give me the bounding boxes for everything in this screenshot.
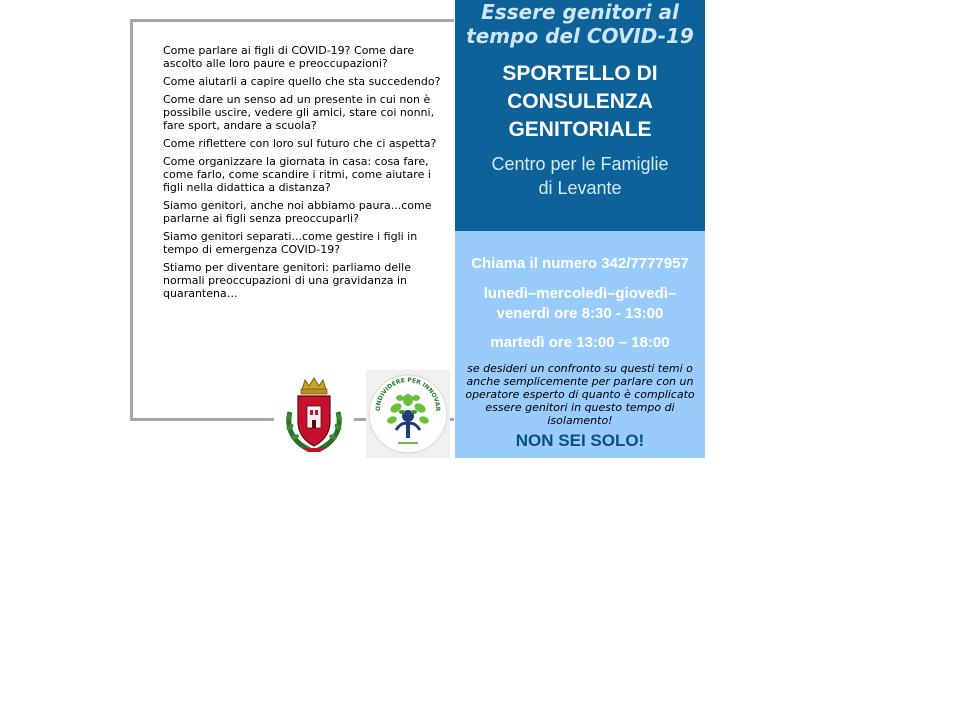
phone-text: Chiama il numero 342/7777957 [471, 255, 689, 272]
question-item: Siamo genitori, anche noi abbiamo paura...come parlarne ai figli senza preoccuparli? [163, 199, 432, 225]
subtitle [455, 0, 705, 48]
question-item: Come dare un senso ad un presente in cui non è possibile uscire, vedere gli amici, stare coi nonni, fare sport, andare a scuola? [163, 93, 435, 132]
hours-weekdays [455, 284, 705, 324]
question-item: Come aiutarli a capire quello che sta succedendo? [163, 75, 441, 88]
subtitle-line: tempo del COVID-19 [466, 24, 694, 48]
page-title [455, 60, 705, 144]
center-name [455, 152, 705, 200]
question-item: Come riflettere con loro sul futuro che ci aspetta? [163, 137, 437, 150]
contact-note: se desideri un confronto su questi temi o anche semplicemente per parlare con un operatore esperto di quanto è complicato essere genitori in questo tempo di isolamento! [465, 362, 695, 427]
hours-line: lunedì–mercoledì–giovedì– [483, 285, 677, 302]
hours-tuesday: martedì ore 13:00 – 18:00 [490, 334, 670, 351]
header-box [455, 0, 705, 231]
title-line: CONSULENZA [507, 90, 653, 113]
municipal-crest-icon [274, 372, 354, 458]
contact-box [455, 231, 705, 458]
title-line: SPORTELLO DI [502, 62, 658, 85]
question-item: Come parlare ai figli di COVID-19? Come dare ascolto alle loro paure e preoccupazioni? [163, 44, 415, 70]
questions-list [163, 44, 453, 305]
title-line: GENITORIALE [508, 118, 652, 141]
center-line: di Levante [538, 178, 622, 198]
question-item: Come organizzare la giornata in casa: cosa fare, come farlo, come scandire i ritmi, come aiutare i figli nella didattica a distanza? [163, 155, 431, 194]
center-line: Centro per le Famiglie [491, 154, 669, 174]
closing-text: NON SEI SOLO! [515, 431, 645, 450]
subtitle-line: Essere genitori al [481, 0, 679, 24]
question-item: Siamo genitori separati...come gestire i figli in tempo di emergenza COVID-19? [163, 230, 418, 256]
hours-line: venerdì ore 8:30 - 13:00 [496, 305, 664, 322]
question-item: Stiamo per diventare genitori: parliamo delle normali preoccupazioni di una gravidanza in quarantena… [163, 261, 411, 300]
logo-circle-text: ONDIVIDERE PER INNOVAR [374, 376, 442, 412]
condividere-logo [366, 370, 450, 458]
questions-panel [130, 19, 454, 421]
